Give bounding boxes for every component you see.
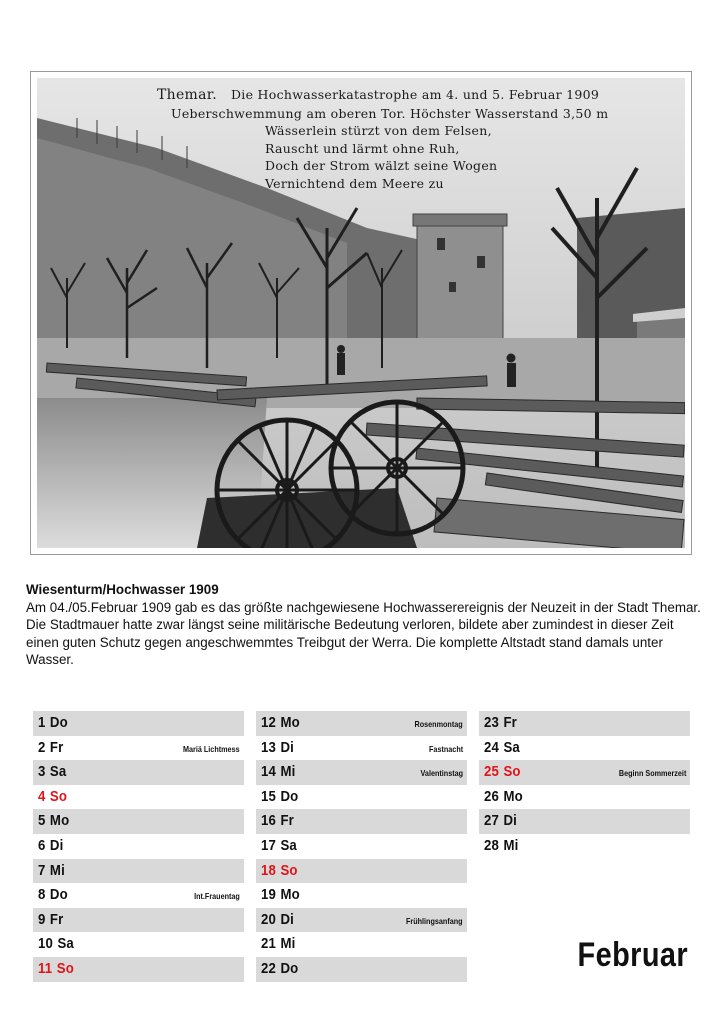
day-label (261, 957, 298, 982)
calendar-day-row (33, 736, 244, 761)
day-label (484, 736, 520, 761)
day-label (261, 932, 295, 957)
day-number: 14 (261, 763, 277, 781)
day-number: 3 (38, 763, 46, 781)
day-number: 12 (261, 714, 277, 731)
day-label (38, 932, 74, 957)
day-label (484, 834, 518, 859)
weekday: Do (280, 787, 299, 805)
weekday: Mi (280, 763, 296, 781)
day-number: 16 (261, 812, 277, 830)
weekday: Sa (57, 935, 74, 953)
holiday-note: Rosenmontag (414, 719, 463, 729)
day-label (261, 760, 295, 785)
calendar-day-row (256, 736, 467, 761)
day-number: 28 (484, 836, 500, 854)
calendar-day-row (33, 859, 244, 884)
photo-caption-headline: Die Hochwasserkatastrophe am 4. und 5. Februar 1909 (230, 87, 600, 102)
photo-caption-poem-line: Rauscht und lärmt ohne Ruh, (265, 140, 460, 156)
day-number: 4 (38, 787, 46, 805)
photo-frame (30, 71, 692, 555)
photo-caption-poem-line: Vernichtend dem Meere zu (265, 175, 444, 191)
weekday: Fr (49, 738, 64, 756)
day-label (38, 957, 74, 982)
calendar-column-2 (256, 711, 467, 982)
weekday: Sa (49, 763, 67, 781)
day-number: 2 (38, 738, 46, 756)
calendar-day-row (256, 711, 467, 736)
day-number: 11 (38, 959, 53, 977)
holiday-note: Beginn Sommerzeit (618, 768, 686, 779)
calendar-day-row (33, 834, 244, 859)
weekday: Di (49, 836, 64, 854)
calendar-day-row (479, 760, 690, 785)
day-label (484, 809, 517, 834)
day-number: 19 (261, 886, 277, 904)
weekday: So (49, 787, 68, 805)
day-number: 25 (484, 763, 500, 781)
weekday: Di (280, 738, 294, 756)
day-number: 23 (484, 714, 500, 731)
day-number: 20 (261, 910, 277, 928)
weekday: So (56, 959, 74, 977)
day-label (38, 809, 69, 834)
day-label (261, 834, 297, 859)
day-label (38, 711, 68, 736)
calendar-day-row (479, 785, 690, 810)
calendar-day-row (256, 932, 467, 957)
calendar-day-row (479, 736, 690, 761)
holiday-note: Frühlingsanfang (406, 915, 463, 926)
day-number: 9 (38, 910, 46, 928)
weekday: Mo (503, 787, 523, 805)
calendar-day-row (479, 711, 690, 736)
holiday-note: Fastnacht (428, 743, 463, 754)
weekday: Mi (503, 836, 519, 854)
calendar-column-3 (479, 711, 690, 859)
calendar-day-row (256, 760, 467, 785)
holiday-note: Valentinstag (420, 768, 463, 779)
photo-description (26, 581, 706, 669)
day-number: 18 (261, 861, 277, 879)
calendar-day-row (256, 957, 467, 982)
day-number: 5 (38, 812, 46, 830)
holiday-note: Mariä Lichtmess (183, 743, 240, 754)
calendar-day-row (33, 908, 244, 933)
calendar-day-row (479, 809, 690, 834)
calendar-day-row (33, 957, 244, 982)
weekday: Sa (503, 738, 520, 756)
month-title: Februar (577, 936, 688, 974)
weekday: Mo (280, 714, 300, 731)
calendar-day-row (33, 932, 244, 957)
day-label (38, 859, 65, 884)
day-label (38, 736, 63, 761)
day-label (484, 760, 521, 785)
weekday: So (280, 861, 298, 879)
photo-caption-poem-line: Wässerlein stürzt von dem Felsen, (265, 123, 492, 138)
day-number: 15 (261, 787, 277, 805)
day-label (38, 883, 68, 908)
day-label (261, 736, 294, 761)
calendar-day-row (33, 883, 244, 908)
day-number: 21 (261, 935, 277, 953)
day-number: 27 (484, 812, 500, 830)
calendar-day-row (33, 785, 244, 810)
day-label (261, 883, 300, 908)
day-number: 26 (484, 787, 500, 805)
day-number: 22 (261, 959, 277, 977)
calendar-day-row (256, 908, 467, 933)
weekday: Sa (280, 836, 297, 854)
day-number: 13 (261, 738, 277, 756)
calendar-column-1 (33, 711, 244, 982)
calendar-day-row (33, 760, 244, 785)
day-number: 10 (38, 935, 54, 953)
day-number: 6 (38, 836, 46, 854)
photo-caption-subline: Ueberschwemmung am oberen Tor. Höchster Wasserstand 3,50 m (171, 105, 609, 121)
calendar-day-row (256, 859, 467, 884)
calendar-day-row (256, 785, 467, 810)
day-label (261, 908, 294, 933)
weekday: Fr (49, 910, 64, 928)
description-title: Wiesenturm/Hochwasser 1909 (26, 582, 219, 597)
day-number: 7 (38, 861, 46, 879)
weekday: Do (49, 714, 68, 731)
holiday-note: Int.Frauentag (194, 891, 240, 902)
calendar-day-row (33, 711, 244, 736)
day-number: 1 (38, 714, 46, 731)
historic-flood-photo (37, 78, 685, 548)
day-number: 8 (38, 886, 46, 904)
day-number: 24 (484, 738, 500, 756)
weekday: Fr (280, 812, 294, 830)
weekday: So (503, 763, 521, 781)
weekday: Mo (280, 886, 300, 904)
weekday: Do (280, 959, 299, 977)
calendar-day-row (256, 809, 467, 834)
weekday: Mi (280, 935, 296, 953)
photo-caption-place: Themar. (157, 87, 217, 103)
calendar-day-row (479, 834, 690, 859)
day-label (38, 760, 66, 785)
weekday: Di (503, 812, 517, 830)
description-text: Am 04./05.Februar 1909 gab es das größte nachgewiesene Hochwasserereignis der Neuzeit in der Stadt Themar. Die Stadtmauer hatte zwar längst seine militärische Bedeutung verloren, bildete aber zumindest in dieser Zeit einen guten Schutz gegen angeschwemmtes Treibgut der Werra. Die komplette Altstadt stand damals unter Wasser. (26, 599, 701, 667)
weekday: Mo (49, 812, 70, 830)
day-label (38, 908, 63, 933)
weekday: Di (280, 910, 294, 928)
day-label (484, 785, 523, 810)
weekday: Fr (503, 714, 517, 731)
day-label (261, 859, 298, 884)
weekday: Mi (49, 861, 65, 879)
calendar-day-row (256, 883, 467, 908)
day-label (261, 711, 300, 736)
day-label (38, 834, 63, 859)
day-label (484, 711, 517, 736)
day-label (38, 785, 67, 810)
weekday: Do (49, 886, 68, 904)
photo-caption-poem-line: Doch der Strom wälzt seine Wogen (265, 158, 498, 173)
calendar-day-row (33, 809, 244, 834)
day-number: 17 (261, 836, 277, 854)
day-label (261, 785, 298, 810)
calendar-day-row (256, 834, 467, 859)
day-label (261, 809, 294, 834)
photo-caption (157, 86, 637, 192)
